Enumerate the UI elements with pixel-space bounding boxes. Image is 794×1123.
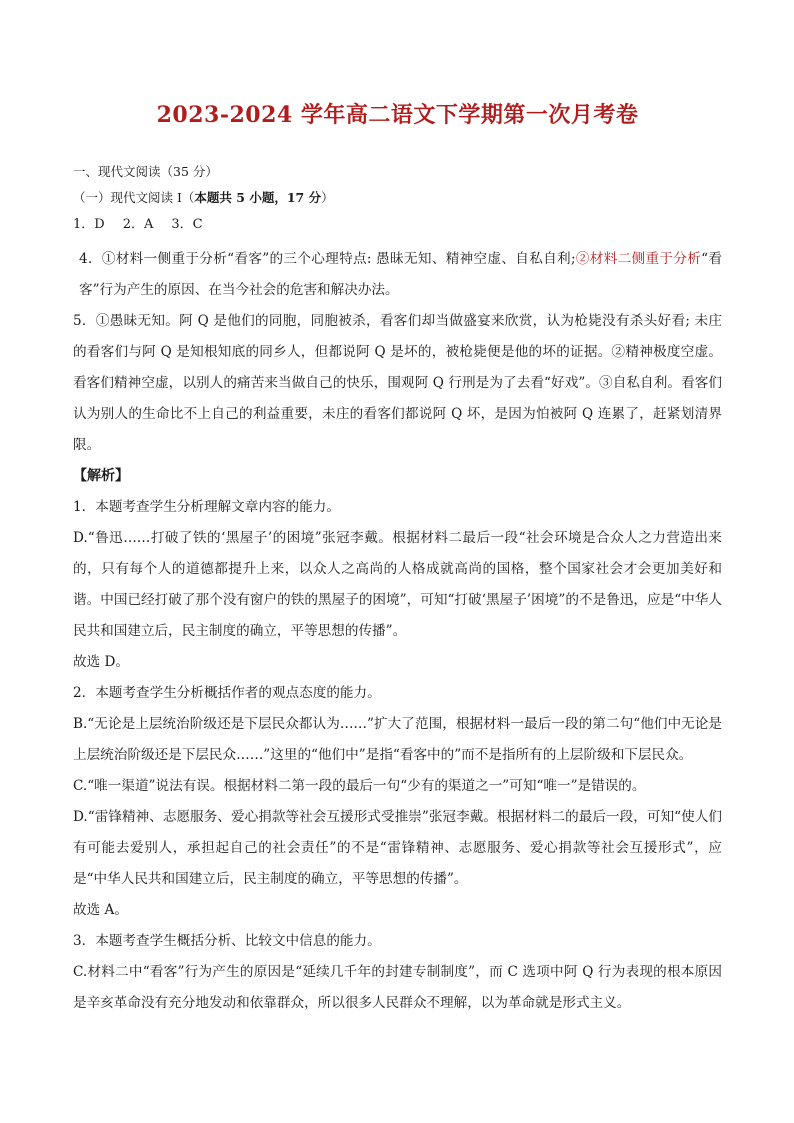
analysis-paragraph: 1．本题考查学生分析理解文章内容的能力。 bbox=[73, 499, 340, 515]
document-title: 2023-2024 学年高二语文下学期第一次月考卷 bbox=[156, 102, 639, 128]
subsection-heading bbox=[73, 188, 722, 208]
analysis-paragraph: 3．本题考查学生概括分析、比较文中信息的能力。 bbox=[73, 933, 381, 949]
answer-5: 5．①愚昧无知。阿 Q 是他们的同胞，同胞被杀，看客们却当做盛宴来欣赏，认为枪毙没有杀头好看; 未庄的看客们与阿 Q 是知根知底的同乡人，但都说阿 Q 是坏的，被枪毙便是他的坏的证据。②精神极度空虚。看客们精神空虚，以别人的痛苦来当做自己的快乐，围观阿 Q 行刑是为了去看“好戏”。③自私自利。看客们认为别人的生命比不上自己的利益重要，未庄的看客们都说阿 Q 坏，是因为怕被阿 Q 连累了，赶紧划清界限。 bbox=[73, 313, 722, 453]
answer-3: 3．C bbox=[171, 217, 203, 232]
analysis-paragraph: D.“鲁迅……打破了铁的‘黑屋子’的困境”张冠李戴。根据材料二最后一段“社会环境是合众人之力营造出来的，只有每个人的道德都提升上来，以众人之高尚的人格成就高尚的国格，整个国家社会才会更加美好和谐。中国已经打破了那个没有窗户的铁的黑屋子的困境”，可知“打破‘黑屋子’困境”的不是鲁迅，应是“中华人民共和国建立后，民主制度的确立，平等思想的传播”。 bbox=[73, 530, 722, 639]
answer-4-part3: “看客”行为产生的原因、在当今社会的危害和解决办法。 bbox=[79, 251, 723, 298]
answer-2: 2．A bbox=[122, 217, 154, 232]
answer-4-part1: 4．①材料一侧重于分析“看客”的三个心理特点: 愚昧无知、精神空虚、自私自利; bbox=[79, 251, 576, 267]
subsection-scope: 本题共 5 小题，17 分 bbox=[194, 190, 322, 205]
section-heading: 一、现代文阅读（35 分） bbox=[73, 164, 218, 179]
answer-4-highlight: ②材料二侧重于分析 bbox=[575, 251, 702, 267]
analysis-paragraph: 2．本题考查学生分析概括作者的观点态度的能力。 bbox=[73, 685, 381, 701]
analysis-paragraph: C.材料二中“看客”行为产生的原因是“延续几千年的封建专制制度”，而 C 选项中阿 Q 行为表现的根本原因是辛亥革命没有充分地发动和依靠群众，所以很多人民群众不理解，以为革命就是形式主义。 bbox=[73, 964, 722, 1011]
analysis-paragraph: D.“雷锋精神、志愿服务、爱心捐款等社会互援形式受推崇”张冠李戴。根据材料二的最后一段，可知“使人们有可能去爱别人，承担起自己的社会责任”的不是“雷锋精神、志愿服务、爱心捐款等社会互援形式”，应是“中华人民共和国建立后，民主制度的确立，平等思想的传播”。 bbox=[73, 809, 722, 887]
analysis-label: 【解析】 bbox=[73, 468, 129, 484]
subsection-label: （一）现代文阅读 I（ bbox=[73, 190, 195, 205]
answer-4 bbox=[73, 244, 722, 306]
subsection-end: ） bbox=[321, 190, 334, 205]
analysis-paragraph: 故选 D。 bbox=[73, 654, 130, 670]
analysis-paragraph: B.“无论是上层统治阶级还是下层民众都认为……”扩大了范围，根据材料一最后一段的第二句“他们中无论是上层统治阶级还是下层民众……”这里的“他们中”是指“看客中的”而不是指所有的上层阶级和下层民众。 bbox=[73, 716, 722, 763]
analysis-paragraph: C.“唯一渠道”说法有误。根据材料二第一段的最后一句“少有的渠道之一”可知“唯一”是错误的。 bbox=[73, 778, 646, 794]
answer-key-row bbox=[73, 215, 722, 235]
answer-1: 1．D bbox=[73, 217, 105, 232]
analysis-paragraph: 故选 A。 bbox=[73, 902, 128, 918]
